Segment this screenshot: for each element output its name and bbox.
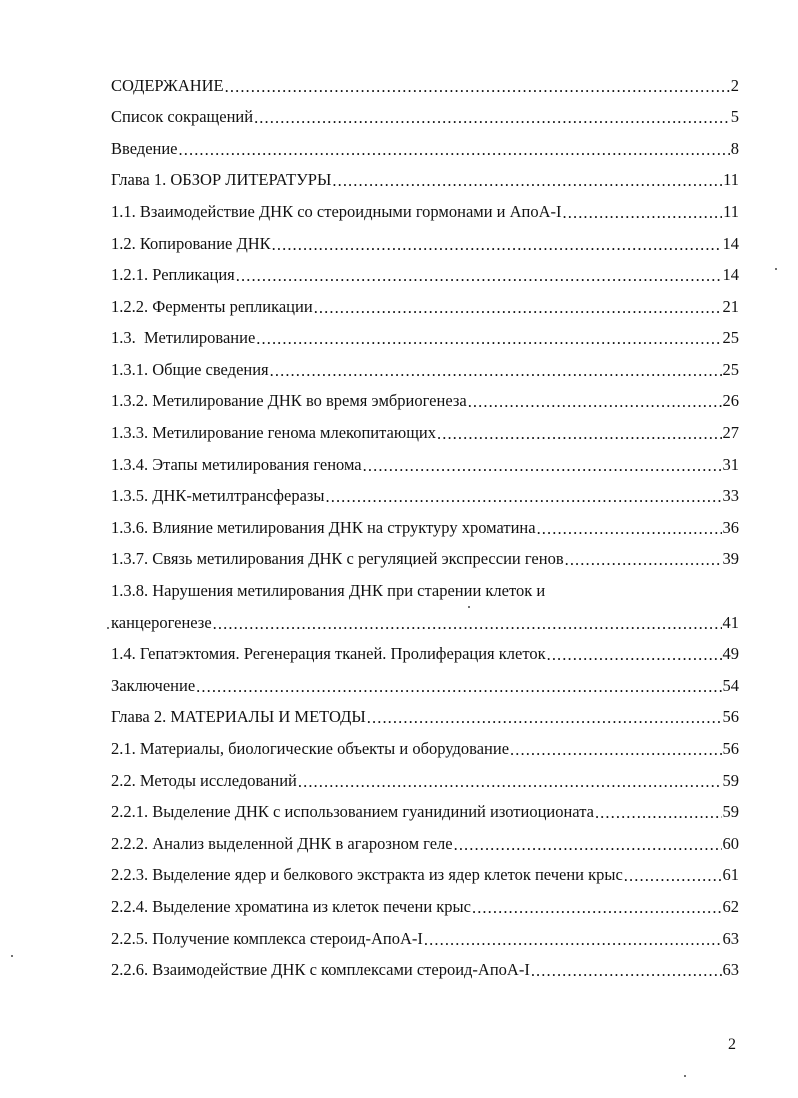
dot-leader <box>225 79 730 96</box>
toc-entry-title: 1.4. Гепатэктомия. Регенерация тканей. Пролиферация клеток <box>111 644 546 664</box>
toc-entry[interactable] <box>111 323 739 355</box>
toc-entry-page: 11 <box>723 201 739 221</box>
toc-entry-page: 5 <box>730 107 739 127</box>
toc-entry-page: 21 <box>722 296 739 316</box>
toc-entry-page: 59 <box>722 770 739 790</box>
toc-entry-page: 2 <box>730 75 739 95</box>
toc-entry-continuation[interactable] <box>111 607 739 639</box>
toc-entry-page: 27 <box>722 423 739 443</box>
toc-entry-page: 11 <box>723 170 739 190</box>
dot-leader <box>270 363 722 380</box>
toc-entry[interactable] <box>111 733 739 765</box>
dot-leader <box>472 900 722 917</box>
toc-entry-page: 54 <box>722 675 739 695</box>
toc-entry-page: 60 <box>722 833 739 853</box>
toc-entry-page: 61 <box>722 865 739 885</box>
toc-entry[interactable] <box>111 576 739 608</box>
toc-entry-page: 56 <box>722 739 739 759</box>
toc-entry-title: Глава 1. ОБЗОР ЛИТЕРАТУРЫ <box>111 170 332 190</box>
toc-entry[interactable] <box>111 670 739 702</box>
toc-entry[interactable] <box>111 860 739 892</box>
toc-entry-title: Список сокращений <box>111 107 254 127</box>
toc-entry[interactable] <box>111 418 739 450</box>
dot-leader <box>565 552 722 569</box>
toc-entry[interactable] <box>111 291 739 323</box>
toc-entry-page: 49 <box>722 644 739 664</box>
dot-leader <box>236 268 722 285</box>
scan-speck <box>468 606 470 608</box>
toc-entry-title: 2.2.3. Выделение ядер и белкового экстракта из ядер клеток печени крыс <box>111 865 623 885</box>
dot-leader <box>367 710 722 727</box>
toc-entry[interactable] <box>111 165 739 197</box>
toc-entry[interactable] <box>111 797 739 829</box>
toc-entry-title: 1.3.4. Этапы метилирования генома <box>111 454 362 474</box>
toc-entry-page: 8 <box>730 138 739 158</box>
dot-leader <box>531 963 722 980</box>
toc-entry-title: 1.3.1. Общие сведения <box>111 359 269 379</box>
toc-entry[interactable] <box>111 70 739 102</box>
toc-entry-title: 1.2. Копирование ДНК <box>111 233 271 253</box>
page-number: 2 <box>728 1036 736 1053</box>
toc-entry-page: 41 <box>722 612 739 632</box>
toc-entry-title: 1.3. Метилирование <box>111 328 256 348</box>
toc-entry[interactable] <box>111 955 739 987</box>
toc-entry-title: 1.3.5. ДНК-метилтрансферазы <box>111 486 325 506</box>
toc-entry-title: 1.1. Взаимодействие ДНК со стероидными гормонами и АпоА-I <box>111 201 562 221</box>
dot-leader <box>196 679 721 696</box>
toc-entry[interactable] <box>111 228 739 260</box>
toc-entry-title: 1.3.2. Метилирование ДНК во время эмбриогенеза <box>111 391 467 411</box>
toc-entry[interactable] <box>111 354 739 386</box>
toc-entry-page: 14 <box>722 265 739 285</box>
toc-entry[interactable] <box>111 923 739 955</box>
toc-entry-page: 25 <box>722 359 739 379</box>
scan-speck <box>107 627 109 629</box>
dot-leader <box>595 805 722 822</box>
toc-entry-page: 14 <box>722 233 739 253</box>
toc-entry-title: 1.3.8. Нарушения метилирования ДНК при старении клеток и <box>111 581 546 601</box>
toc-entry-title: 2.2. Методы исследований <box>111 770 297 790</box>
toc-entry-page: 59 <box>722 802 739 822</box>
toc-entry[interactable] <box>111 639 739 671</box>
toc-entry-page: 25 <box>722 328 739 348</box>
dot-leader <box>332 173 722 190</box>
toc-entry-page: 39 <box>722 549 739 569</box>
toc-entry-title: 2.2.5. Получение комплекса стероид-АпоА-I <box>111 928 423 948</box>
dot-leader <box>254 110 730 127</box>
scan-speck <box>775 268 777 270</box>
toc-entry-page: 31 <box>722 454 739 474</box>
toc-entry[interactable] <box>111 196 739 228</box>
dot-leader <box>468 394 722 411</box>
toc-entry-page: 26 <box>722 391 739 411</box>
toc-entry-page: 36 <box>722 517 739 537</box>
dot-leader <box>179 142 730 159</box>
toc-entry[interactable] <box>111 102 739 134</box>
dot-leader <box>256 331 721 348</box>
toc-entry[interactable] <box>111 481 739 513</box>
toc-entry-title: 1.2.2. Ферменты репликации <box>111 296 313 316</box>
toc-entry-title: Глава 2. МАТЕРИАЛЫ И МЕТОДЫ <box>111 707 366 727</box>
toc-entry-page: 33 <box>722 486 739 506</box>
toc-entry-page: 62 <box>722 896 739 916</box>
dot-leader <box>437 426 722 443</box>
toc-entry[interactable] <box>111 702 739 734</box>
toc-entry[interactable] <box>111 891 739 923</box>
toc-entry-title: 1.2.1. Репликация <box>111 265 235 285</box>
toc-entry[interactable] <box>111 260 739 292</box>
toc-entry[interactable] <box>111 765 739 797</box>
toc-entry-title: 2.2.1. Выделение ДНК с использованием гуанидиний изотиоционата <box>111 802 594 822</box>
dot-leader <box>363 458 722 475</box>
toc-entry-page: 63 <box>722 960 739 980</box>
toc-entry[interactable] <box>111 544 739 576</box>
dot-leader <box>326 489 722 506</box>
toc-entry-title: СОДЕРЖАНИЕ <box>111 75 224 95</box>
toc-entry-title: Заключение <box>111 675 196 695</box>
scan-speck <box>684 1075 686 1077</box>
scan-speck <box>11 955 13 957</box>
dot-leader <box>213 616 722 633</box>
toc-entry[interactable] <box>111 386 739 418</box>
toc-entry-page: 63 <box>722 928 739 948</box>
toc-entry[interactable] <box>111 133 739 165</box>
toc-entry-title: 2.2.4. Выделение хроматина из клеток печени крыс <box>111 896 471 916</box>
toc-entry-title: 2.2.6. Взаимодействие ДНК с комплексами стероид-АпоА-I <box>111 960 530 980</box>
table-of-contents <box>111 70 739 986</box>
toc-entry-title: 1.3.6. Влияние метилирования ДНК на структуру хроматина <box>111 517 536 537</box>
toc-entry-title: Введение <box>111 138 178 158</box>
dot-leader <box>314 300 722 317</box>
dot-leader <box>424 932 722 949</box>
dot-leader <box>272 237 722 254</box>
toc-entry-title-continuation: канцерогенезе <box>111 612 212 632</box>
toc-entry[interactable] <box>111 449 739 481</box>
toc-entry[interactable] <box>111 512 739 544</box>
dot-leader <box>298 774 722 791</box>
toc-entry-title: 1.3.3. Метилирование генома млекопитающих <box>111 423 436 443</box>
toc-entry-page: 56 <box>722 707 739 727</box>
dot-leader <box>547 647 722 664</box>
toc-entry-title: 1.3.7. Связь метилирования ДНК с регуляцией экспрессии генов <box>111 549 564 569</box>
dot-leader <box>454 837 722 854</box>
dot-leader <box>563 205 723 222</box>
dot-leader <box>537 521 722 538</box>
toc-entry-title: 2.2.2. Анализ выделенной ДНК в агарозном геле <box>111 833 453 853</box>
dot-leader <box>510 742 721 759</box>
toc-entry-title: 2.1. Материалы, биологические объекты и оборудование <box>111 739 510 759</box>
dot-leader <box>624 868 722 885</box>
toc-entry[interactable] <box>111 828 739 860</box>
